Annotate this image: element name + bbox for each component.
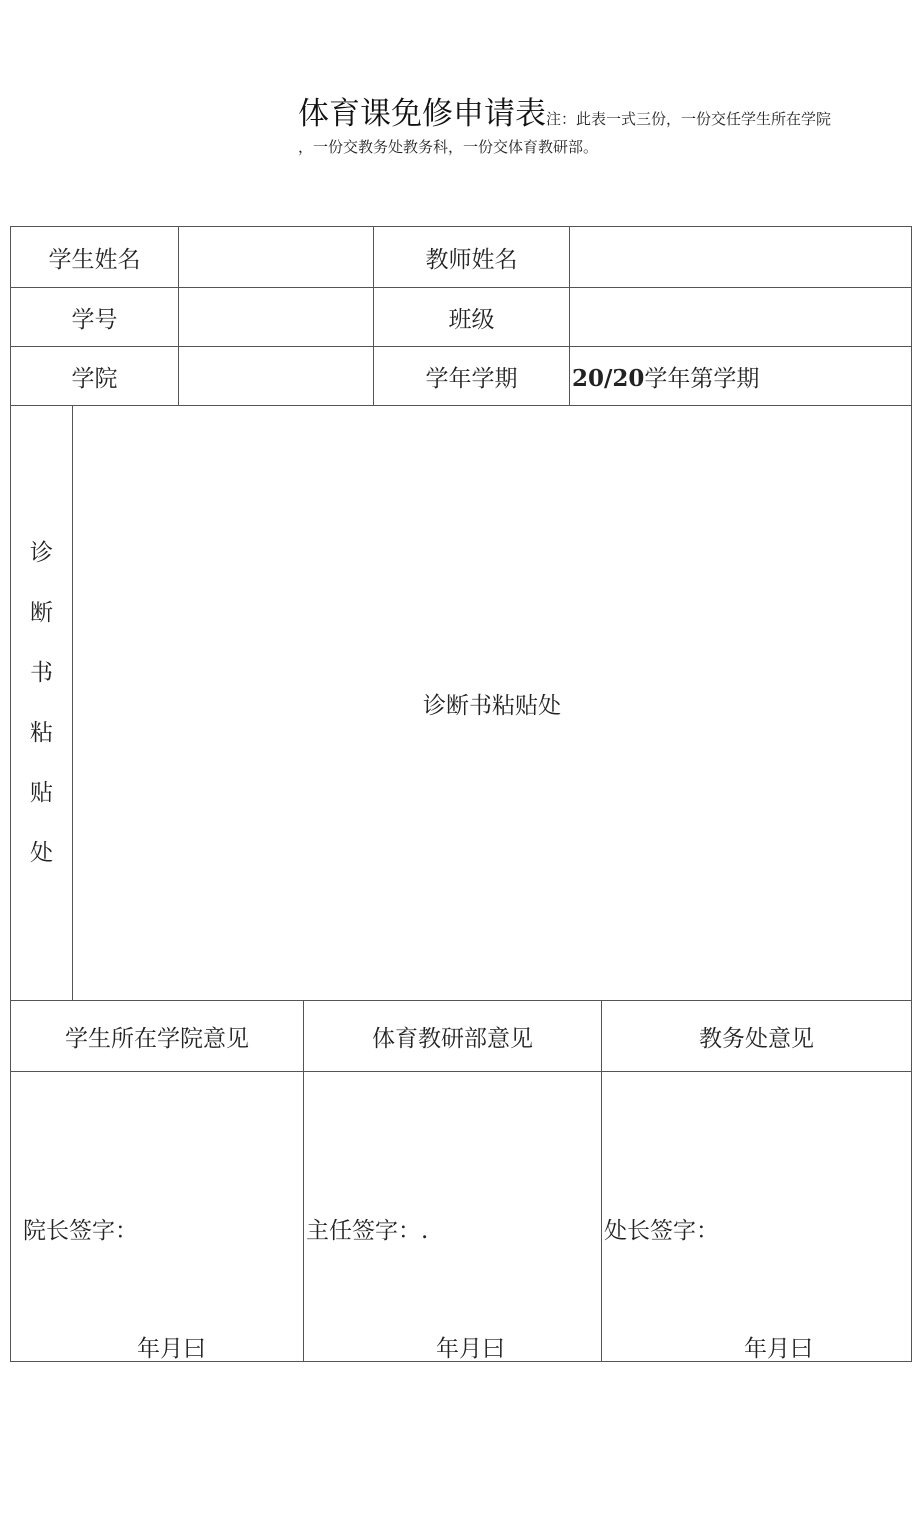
student-name-label: 学生姓名 [11, 227, 179, 288]
class-field[interactable] [570, 288, 912, 347]
opinions-table [10, 1000, 912, 1362]
title-block [298, 94, 914, 139]
side-char: 诊 [30, 540, 53, 566]
student-id-field[interactable] [179, 288, 374, 347]
pe-date: 年月曰 [436, 1336, 505, 1362]
teacher-name-field[interactable] [570, 227, 912, 288]
college-opinion-header: 学生所在学院意见 [11, 1001, 304, 1072]
note-line-1: 注：此表一式三份，一份交任学生所在学院 [546, 110, 832, 128]
term-suffix: 学年第学期 [644, 365, 760, 392]
teacher-name-label: 教师姓名 [374, 227, 570, 288]
diagnosis-table [10, 405, 912, 1001]
student-name-field[interactable] [179, 227, 374, 288]
diagnosis-side-label [11, 406, 73, 1001]
term-field[interactable] [570, 347, 912, 406]
academic-opinion-cell[interactable] [602, 1072, 912, 1362]
opinions-body-row [11, 1072, 912, 1362]
info-row-name [11, 227, 912, 288]
info-table [10, 226, 912, 406]
pe-opinion-cell[interactable] [304, 1072, 602, 1362]
opinions-header-row [11, 1001, 912, 1072]
college-field[interactable] [179, 347, 374, 406]
side-char: 粘 [30, 720, 53, 746]
side-char: 书 [30, 660, 53, 686]
academic-opinion-header: 教务处意见 [602, 1001, 912, 1072]
class-label: 班级 [374, 288, 570, 347]
page-title: 体育课免修申请表 [298, 96, 546, 132]
info-row-college [11, 347, 912, 406]
academic-date: 年月曰 [744, 1336, 813, 1362]
info-row-id [11, 288, 912, 347]
office-head-signature-label: 处长签字： [604, 1218, 719, 1244]
diagnosis-paste-area [73, 406, 912, 1001]
college-date: 年月曰 [137, 1336, 206, 1362]
side-char: 断 [30, 600, 53, 626]
director-signature-label: 主任签字：. [306, 1218, 429, 1244]
note-line-2: ，一份交教务处教务科，一份交体育教研部。 [298, 138, 599, 156]
student-id-label: 学号 [11, 288, 179, 347]
side-char: 处 [30, 840, 53, 866]
pe-opinion-header: 体育教研部意见 [304, 1001, 602, 1072]
term-label: 学年学期 [374, 347, 570, 406]
term-year-value: 20/20 [572, 364, 645, 392]
title-line [298, 94, 914, 139]
side-char: 贴 [30, 780, 53, 806]
paste-area-label: 诊断书粘贴处 [423, 692, 561, 719]
college-label: 学院 [11, 347, 179, 406]
college-opinion-cell[interactable] [11, 1072, 304, 1362]
dean-signature-label: 院长签字： [23, 1218, 138, 1244]
